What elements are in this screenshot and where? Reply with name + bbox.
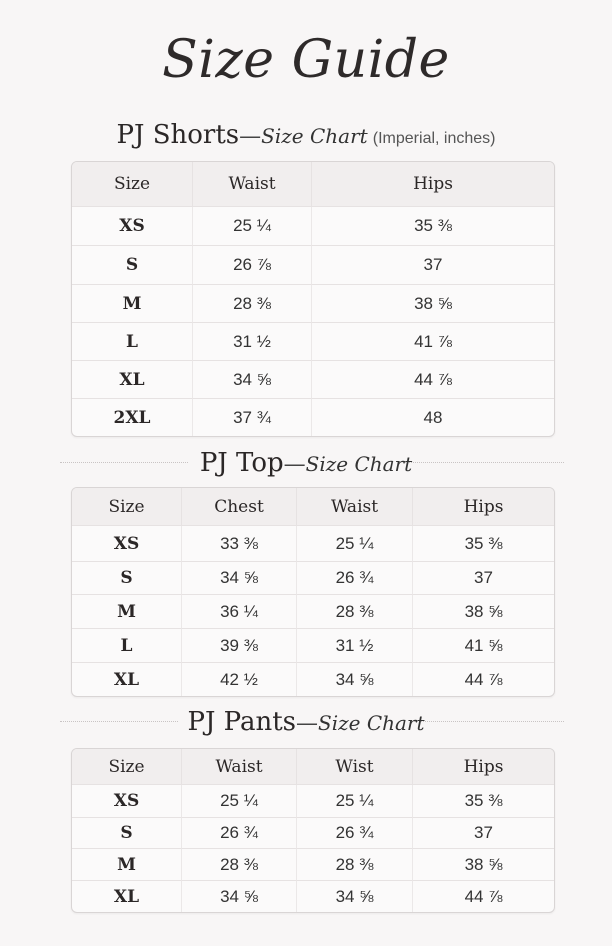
table-row [72, 785, 554, 818]
size-cell: L [72, 629, 182, 663]
page-title: Size Guide [162, 30, 450, 90]
pants-size-table [71, 748, 555, 913]
table-row [72, 399, 554, 436]
shorts-title-dash: — [239, 124, 262, 149]
table-row [72, 285, 554, 323]
column-header: Waist [193, 162, 312, 207]
wist-cell: 34 ⅝ [297, 881, 413, 912]
table-row [72, 818, 554, 849]
waist-cell: 28 ⅜ [193, 285, 312, 323]
size-cell: S [72, 562, 182, 595]
column-header: Size [72, 162, 193, 207]
pants-subtitle: Size Chart [318, 711, 425, 735]
hips-cell: 41 ⅝ [413, 629, 554, 663]
hips-cell: 35 ⅜ [413, 526, 554, 562]
hips-cell: 37 [312, 246, 554, 285]
waist-cell: 37 ¾ [193, 399, 312, 436]
hips-cell: 41 ⅞ [312, 323, 554, 361]
table-row [72, 849, 554, 881]
waist-cell: 25 ¼ [193, 207, 312, 246]
waist-cell: 26 ⅞ [193, 246, 312, 285]
hips-cell: 38 ⅝ [312, 285, 554, 323]
table-header-row [72, 488, 554, 526]
hips-cell: 38 ⅝ [413, 849, 554, 881]
size-cell: XL [72, 361, 193, 399]
shorts-size-table [71, 161, 555, 437]
waist-cell: 25 ¼ [182, 785, 297, 818]
size-cell: M [72, 849, 182, 881]
size-cell: S [72, 818, 182, 849]
pants-title-dash: — [296, 711, 318, 736]
shorts-subtitle: Size Chart [261, 124, 368, 148]
waist-cell: 34 ⅝ [297, 663, 413, 696]
table-row [72, 246, 554, 285]
column-header: Waist [297, 488, 413, 526]
table-row [72, 595, 554, 629]
column-header: Waist [182, 749, 297, 785]
top-title: PJ Top [199, 448, 284, 478]
hips-cell: 48 [423, 407, 443, 427]
waist-cell: 26 ¾ [297, 562, 413, 595]
waist-cell: 26 ¾ [182, 818, 297, 849]
column-header: Size [72, 749, 182, 785]
size-cell: XS [72, 207, 193, 246]
wist-cell: 28 ⅜ [297, 849, 413, 881]
waist-cell: 34 ⅝ [193, 361, 312, 399]
size-cell: M [72, 285, 193, 323]
table-row [72, 629, 554, 663]
pants-title: PJ Pants [187, 707, 296, 737]
table-row [72, 323, 554, 361]
size-cell: S [72, 246, 193, 285]
size-cell: M [72, 595, 182, 629]
hips-cell: 44 ⅞ [464, 886, 503, 906]
hips-cell: 35 ⅜ [312, 207, 554, 246]
size-cell: XL [72, 663, 182, 696]
table-row [72, 562, 554, 595]
waist-cell: 34 ⅝ [182, 881, 297, 912]
top-subtitle: Size Chart [305, 452, 413, 476]
column-header: Hips [413, 749, 554, 785]
shorts-section-title [0, 118, 612, 156]
size-cell: XL [72, 881, 182, 912]
top-size-table [71, 487, 555, 697]
size-cell: L [72, 323, 193, 361]
top-section-title [0, 446, 612, 483]
hips-cell: 38 ⅝ [413, 595, 554, 629]
table-row [72, 663, 554, 696]
size-cell: XS [72, 785, 182, 818]
shorts-units-note: (Imperial, inches) [372, 130, 496, 147]
waist-cell: 31 ½ [297, 629, 413, 663]
chest-cell: 34 ⅝ [182, 562, 297, 595]
chest-cell: 33 ⅜ [182, 526, 297, 562]
waist-cell: 28 ⅜ [182, 849, 297, 881]
column-header: Size [72, 488, 182, 526]
table-row [72, 361, 554, 399]
size-cell: XS [72, 526, 182, 562]
column-header: Hips [312, 162, 554, 207]
wist-cell: 25 ¼ [297, 785, 413, 818]
table-row [72, 207, 554, 246]
table-row [72, 881, 554, 912]
chest-cell: 39 ⅜ [182, 629, 297, 663]
hips-cell: 44 ⅞ [464, 669, 503, 689]
pants-section-title [0, 705, 612, 742]
wist-cell: 26 ¾ [297, 818, 413, 849]
column-header: Hips [413, 488, 554, 526]
table-header-row [72, 162, 554, 207]
hips-cell: 35 ⅜ [413, 785, 554, 818]
column-header: Wist [297, 749, 413, 785]
chest-cell: 42 ½ [182, 663, 297, 696]
table-header-row [72, 749, 554, 785]
waist-cell: 31 ½ [193, 323, 312, 361]
waist-cell: 25 ¼ [297, 526, 413, 562]
hips-cell: 44 ⅞ [312, 361, 554, 399]
hips-cell: 37 [413, 562, 554, 595]
shorts-title: PJ Shorts [116, 120, 240, 150]
chest-cell: 36 ¼ [182, 595, 297, 629]
top-title-dash: — [283, 452, 306, 477]
waist-cell: 28 ⅜ [297, 595, 413, 629]
size-cell: 2XL [72, 399, 193, 436]
table-row [72, 526, 554, 562]
hips-cell: 37 [413, 818, 554, 849]
column-header: Chest [182, 488, 297, 526]
